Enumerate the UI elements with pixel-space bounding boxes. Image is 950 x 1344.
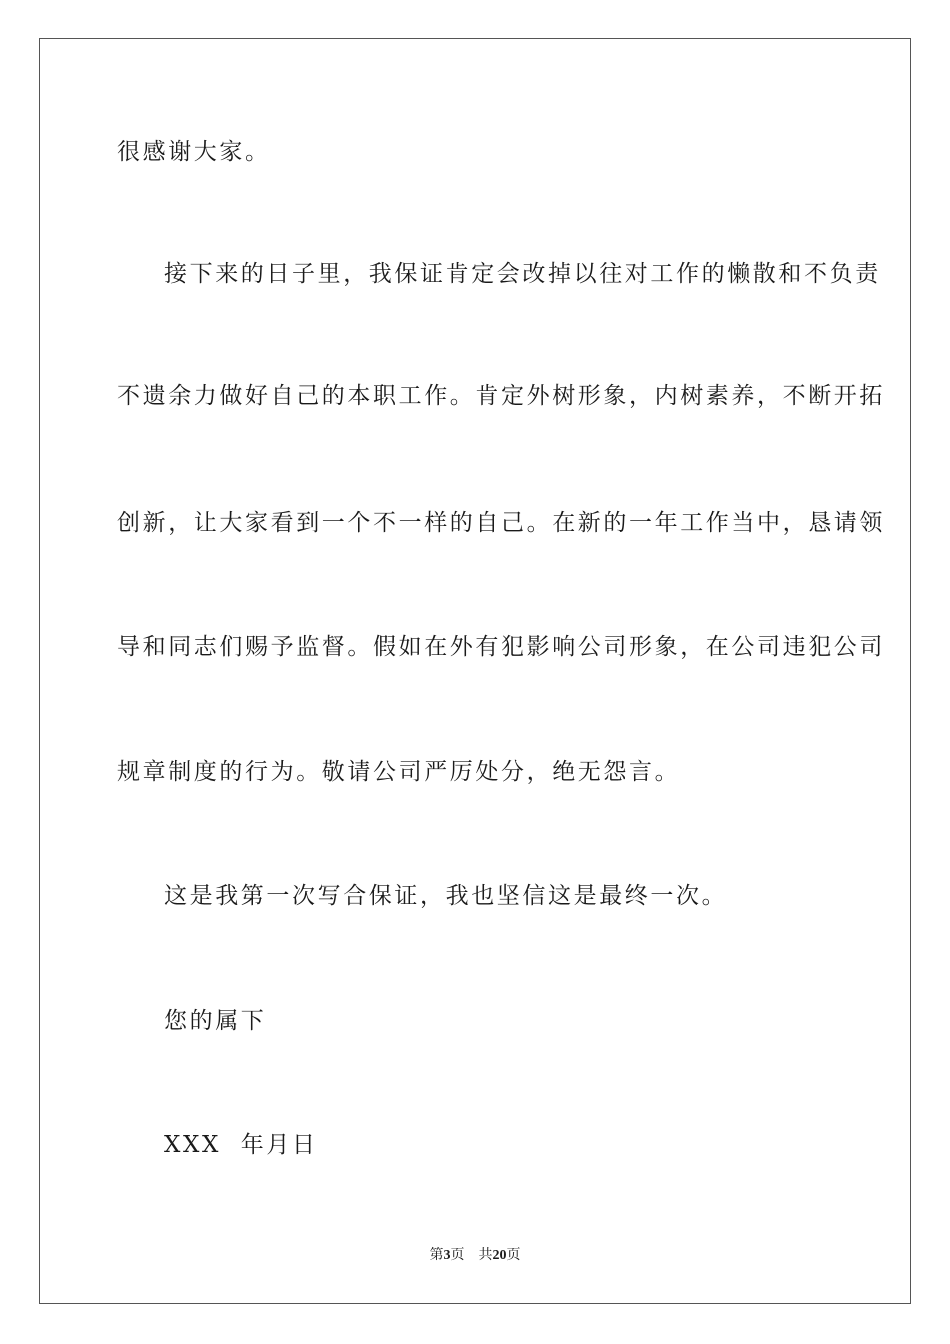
total-suffix: 页 xyxy=(506,1248,521,1263)
text-line-2: 接下来的日子里，我保证肯定会改掉以往对工作的懒散和不负责 xyxy=(164,261,881,287)
total-prefix: 共 xyxy=(478,1248,493,1263)
total-pages: 20 xyxy=(492,1248,507,1263)
text-line-1: 很感谢大家。 xyxy=(117,139,271,165)
page-border xyxy=(39,38,911,1304)
text-line-7: 这是我第一次写合保证，我也坚信这是最终一次。 xyxy=(164,883,728,909)
signature-date: XXX 年月日 xyxy=(164,1132,318,1158)
text-line-4: 创新，让大家看到一个不一样的自己。在新的一年工作当中，恳请领 xyxy=(117,510,885,536)
text-line-3: 不遗余力做好自己的本职工作。肯定外树形象，内树素养，不断开拓 xyxy=(117,383,885,409)
page-number: 3 xyxy=(443,1248,451,1263)
page-suffix: 页 xyxy=(450,1248,465,1263)
text-line-6: 规章制度的行为。敬请公司严厉处分，绝无怨言。 xyxy=(117,759,681,785)
page-footer xyxy=(0,1246,950,1266)
text-line-5: 导和同志们赐予监督。假如在外有犯影响公司形象，在公司违犯公司 xyxy=(117,634,885,660)
signature-label: 您的属下 xyxy=(164,1008,267,1034)
page-prefix: 第 xyxy=(429,1248,444,1263)
